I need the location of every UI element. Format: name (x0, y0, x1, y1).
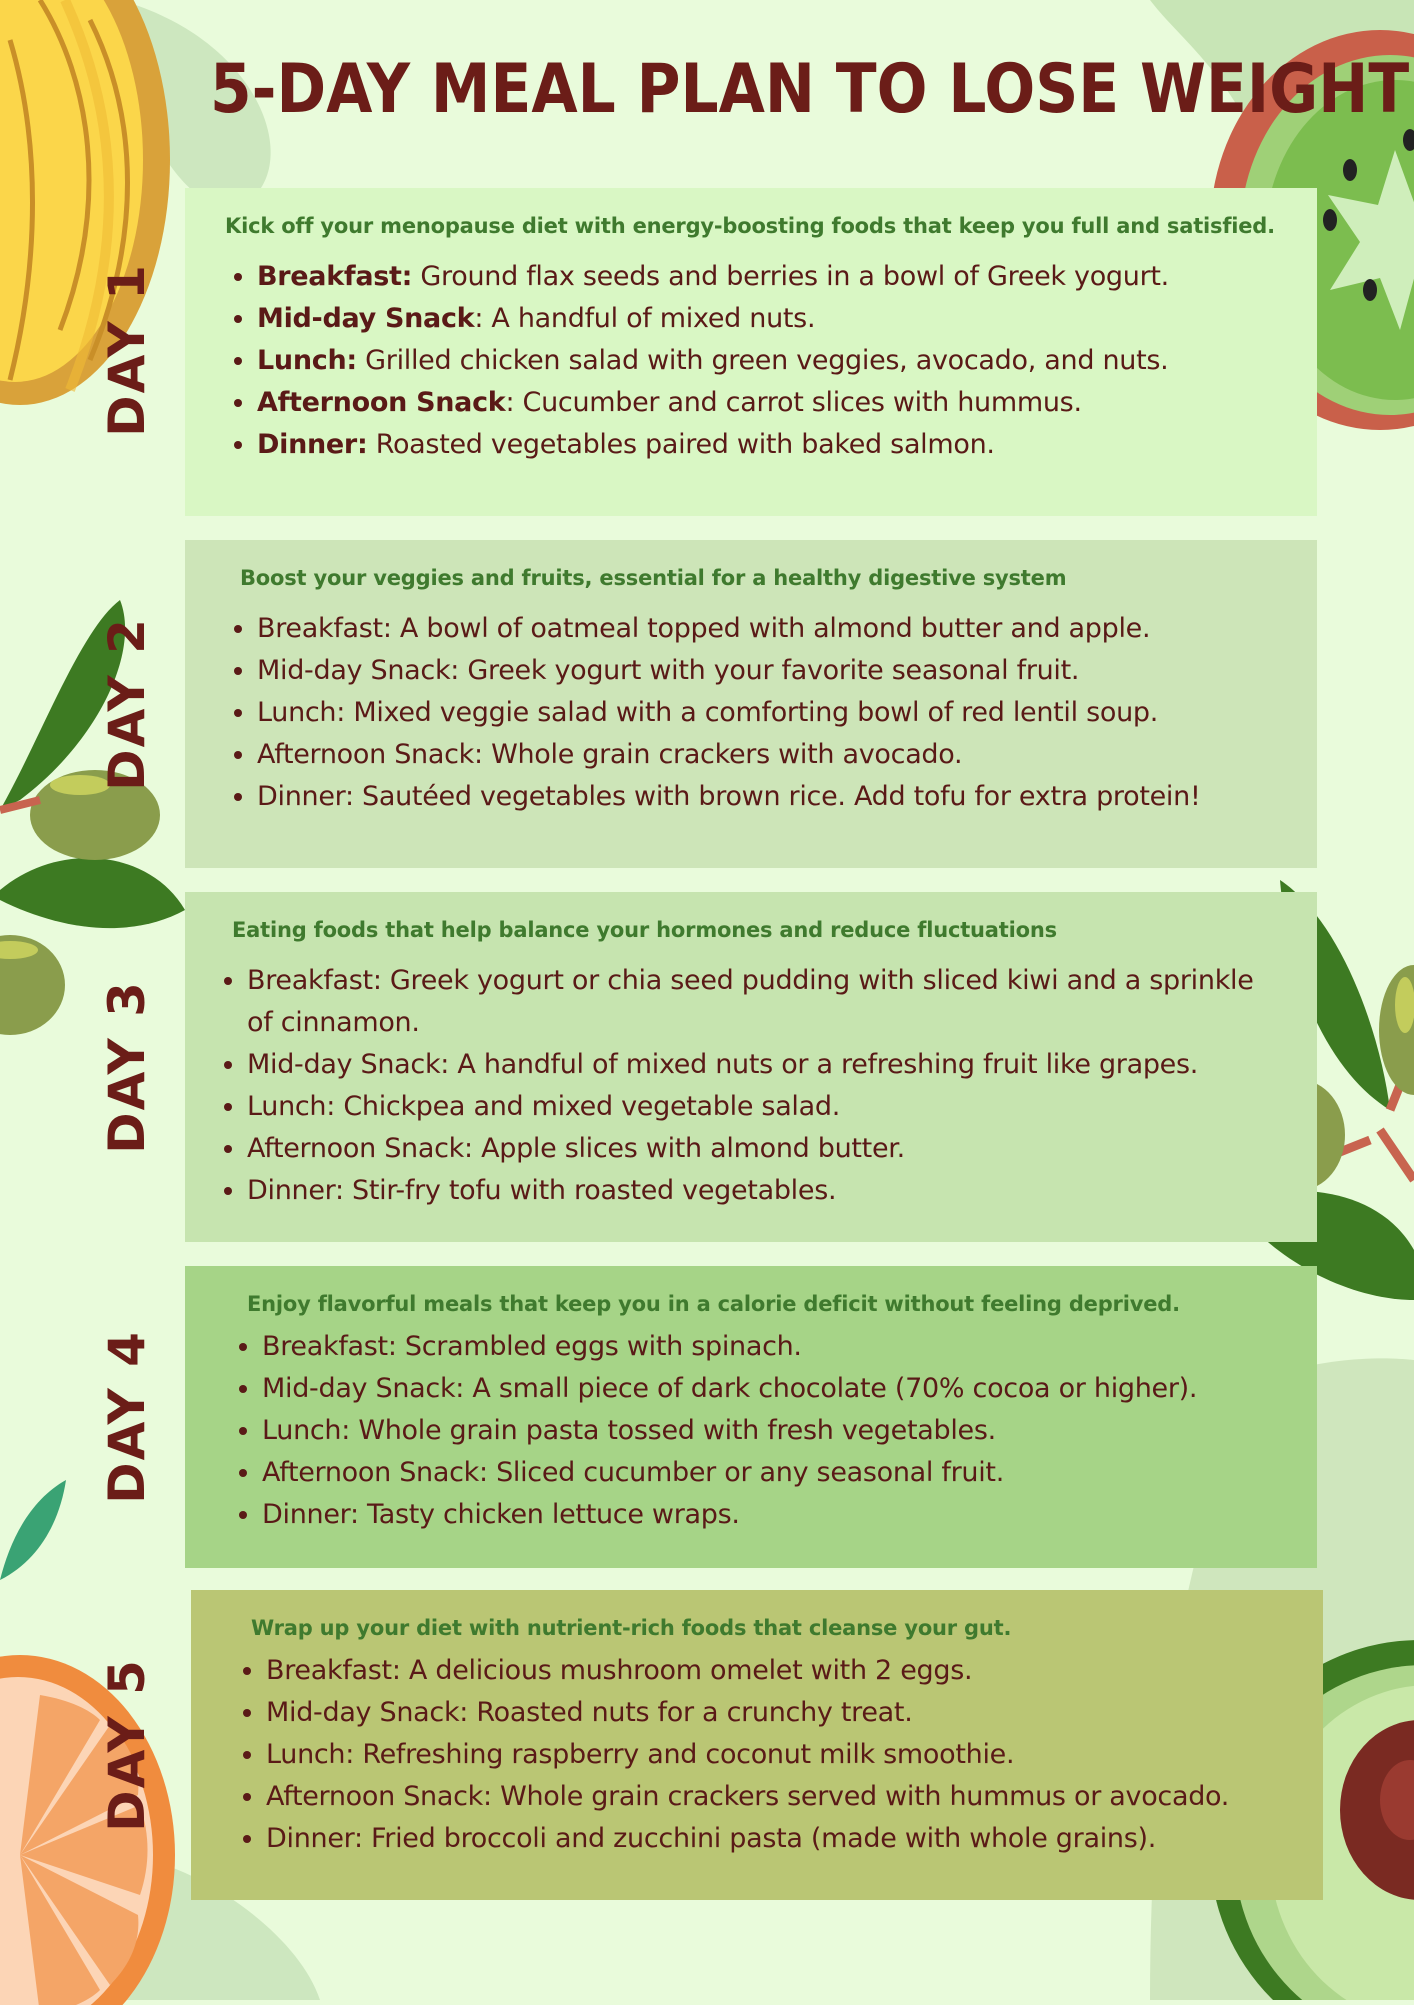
day-5-label: DAY 5 (98, 1658, 157, 1832)
list-item: • Lunch: Grilled chicken salad with green veggies, avocado, and nuts. (257, 340, 1287, 382)
day-4-card (185, 1266, 1317, 1568)
day-4-meal-list (247, 1326, 1287, 1536)
list-item: • Lunch: Mixed veggie salad with a comforting bowl of red lentil soup. (257, 692, 1287, 734)
list-item: • Lunch: Whole grain pasta tossed with fresh vegetables. (262, 1410, 1287, 1452)
page-title: 5-DAY MEAL PLAN TO LOSE WEIGHT (210, 50, 1410, 129)
list-item: • Breakfast: Greek yogurt or chia seed pudding with sliced kiwi and a sprinkle of cinnamon. (247, 960, 1287, 1044)
day-2-card (185, 540, 1317, 868)
list-item: • Afternoon Snack: Cucumber and carrot slices with hummus. (257, 382, 1287, 424)
list-item: • Breakfast: Ground flax seeds and berries in a bowl of Greek yogurt. (257, 256, 1287, 298)
day-2-meal-list (240, 608, 1287, 818)
list-item: • Lunch: Refreshing raspberry and coconut milk smoothie. (266, 1734, 1293, 1776)
list-item: • Breakfast: Scrambled eggs with spinach. (262, 1326, 1287, 1368)
list-item: • Mid-day Snack: Roasted nuts for a crunchy treat. (266, 1692, 1293, 1734)
day-1-card (185, 188, 1317, 516)
list-item: • Afternoon Snack: Whole grain crackers with avocado. (257, 734, 1287, 776)
day-5-meal-list (251, 1650, 1293, 1860)
list-item: • Mid-day Snack: A handful of mixed nuts or a refreshing fruit like grapes. (247, 1044, 1287, 1086)
day-3-meal-list (232, 960, 1287, 1212)
list-item: • Lunch: Chickpea and mixed vegetable salad. (247, 1086, 1287, 1128)
list-item: • Mid-day Snack: A handful of mixed nuts. (257, 298, 1287, 340)
list-item: • Dinner: Stir-fry tofu with roasted vegetables. (247, 1170, 1287, 1212)
day-1-meal-list (225, 256, 1287, 466)
list-item: • Afternoon Snack: Sliced cucumber or any seasonal fruit. (262, 1452, 1287, 1494)
list-item: • Mid-day Snack: Greek yogurt with your favorite seasonal fruit. (257, 650, 1287, 692)
day-2-label: DAY 2 (98, 617, 157, 791)
leaf-icon (0, 1480, 70, 1590)
day-3-card (185, 892, 1317, 1242)
day-1-label: DAY 1 (98, 263, 157, 437)
day-4-label: DAY 4 (98, 1330, 157, 1504)
list-item: • Breakfast: A bowl of oatmeal topped with almond butter and apple. (257, 608, 1287, 650)
day-5-intro: Wrap up your diet with nutrient-rich foods that cleanse your gut. (251, 1616, 1012, 1640)
list-item: • Afternoon Snack: Whole grain crackers served with hummus or avocado. (266, 1776, 1293, 1818)
list-item: • Dinner: Sautéed vegetables with brown rice. Add tofu for extra protein! (257, 776, 1287, 818)
day-1-intro: Kick off your menopause diet with energy-boosting foods that keep you full and satisfied. (225, 214, 1275, 238)
list-item: • Dinner: Roasted vegetables paired with baked salmon. (257, 424, 1287, 466)
list-item: • Dinner: Fried broccoli and zucchini pasta (made with whole grains). (266, 1818, 1293, 1860)
list-item: • Dinner: Tasty chicken lettuce wraps. (262, 1494, 1287, 1536)
day-3-label: DAY 3 (98, 980, 157, 1154)
day-2-intro: Boost your veggies and fruits, essential for a healthy digestive system (240, 566, 1067, 590)
list-item: • Afternoon Snack: Apple slices with almond butter. (247, 1128, 1287, 1170)
day-3-intro: Eating foods that help balance your hormones and reduce fluctuations (232, 918, 1057, 942)
list-item: • Mid-day Snack: A small piece of dark chocolate (70% cocoa or higher). (262, 1368, 1287, 1410)
list-item: • Breakfast: A delicious mushroom omelet with 2 eggs. (266, 1650, 1293, 1692)
day-4-intro: Enjoy flavorful meals that keep you in a calorie deficit without feeling deprived. (247, 1292, 1180, 1316)
day-5-card (191, 1590, 1323, 1900)
